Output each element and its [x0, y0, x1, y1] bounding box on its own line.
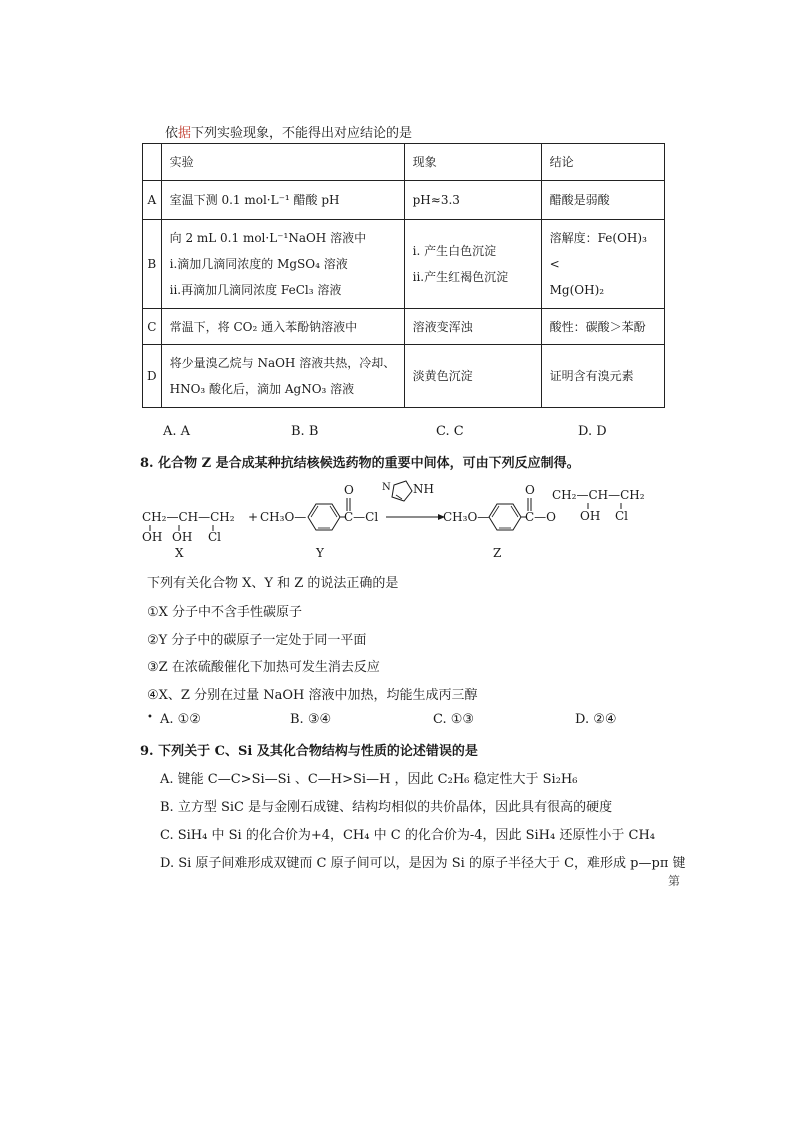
z-oh: OH	[580, 509, 601, 523]
row-obs-line: ii.产生红褐色沉淀	[412, 270, 509, 284]
row-con	[541, 220, 664, 309]
q7-option-a[interactable]: A. A	[163, 424, 191, 439]
row-obs-line: 溶液变浑浊	[412, 319, 473, 334]
row-exp-line: i.滴加几滴同浓度的 MgSO₄ 溶液	[169, 257, 348, 271]
row-obs	[404, 345, 541, 408]
table-row	[143, 345, 665, 408]
row-obs-line: 淡黄色沉淀	[412, 369, 473, 383]
stray-mark: •	[147, 712, 153, 723]
row-obs	[404, 220, 541, 309]
q9-title: 9. 下列关于 C、Si 及其化合物结构与性质的论述错误的是	[140, 744, 478, 759]
table-row	[143, 220, 665, 309]
row-obs	[404, 181, 541, 220]
z-carbonyl-o: O	[525, 483, 535, 497]
catalyst-n: N	[382, 482, 391, 493]
reaction-scheme	[140, 477, 660, 562]
row-label: C	[143, 309, 162, 345]
q7-options	[163, 424, 663, 442]
z-ring-double-1	[492, 506, 499, 517]
row-obs-line: pH≈3.3	[412, 193, 460, 207]
row-obs	[404, 309, 541, 345]
q8-item-2: ②Y 分子中的碳原子一定处于同一平面	[147, 633, 367, 648]
q8-option-d[interactable]: D. ②④	[575, 712, 617, 727]
row-label: D	[143, 345, 162, 408]
y-methoxy: CH₃O—	[260, 510, 307, 524]
x-oh-2: OH	[172, 530, 193, 544]
y-ring-double-1	[311, 506, 318, 517]
y-acyl-chloride: C—Cl	[344, 510, 379, 524]
q8-option-b[interactable]: B. ③④	[290, 712, 332, 727]
row-exp-line: ii.再滴加几滴同浓度 FeCl₃ 溶液	[169, 283, 342, 297]
z-ester: C—O	[525, 510, 557, 524]
q7-option-b[interactable]: B. B	[291, 424, 319, 439]
q7-table	[142, 143, 665, 408]
row-label: A	[143, 181, 162, 220]
q8-option-c[interactable]: C. ①③	[433, 712, 475, 727]
q8-item-4: ④X、Z 分别在过量 NaOH 溶液中加热，均能生成丙三醇	[147, 688, 478, 703]
header-label-cell	[143, 144, 162, 181]
page-corner-mark: 第	[668, 874, 681, 888]
q9-option-d[interactable]: D. Si 原子间难形成双键而 C 原子间可以，是因为 Si 的原子半径大于 C，难形成 p—pπ 键	[160, 856, 686, 871]
row-con-line: 溶解度：Fe(OH)₃ <	[549, 231, 647, 271]
z-cl: Cl	[615, 509, 629, 523]
row-con	[541, 181, 664, 220]
x-chain: CH₂—CH—CH₂	[142, 510, 235, 524]
q7-intro-a: 依	[165, 126, 179, 141]
table-row	[143, 309, 665, 345]
row-con-line: Mg(OH)₂	[549, 283, 605, 297]
q8-title: 8. 化合物 Z 是合成某种抗结核候选药物的重要中间体，可由下列反应制得。	[140, 456, 580, 471]
q8-options	[160, 712, 660, 730]
header-con: 结论	[541, 144, 664, 181]
row-con	[541, 345, 664, 408]
y-ring-double-2	[330, 506, 337, 517]
row-exp-line: 常温下，将 CO₂ 通入苯酚钠溶液中	[169, 319, 358, 334]
q8-item-3: ③Z 在浓硫酸催化下加热可发生消去反应	[147, 660, 380, 675]
row-con-line: 酸性：碳酸＞苯酚	[549, 319, 646, 334]
label-x: X	[175, 546, 184, 560]
q8-question: 下列有关化合物 X、Y 和 Z 的说法正确的是	[147, 576, 399, 591]
row-exp	[161, 220, 404, 309]
q7-intro	[165, 122, 412, 141]
x-oh-1: OH	[142, 530, 163, 544]
row-exp-line: 室温下测 0.1 mol·L⁻¹ 醋酸 pH	[169, 193, 340, 207]
q9-option-b[interactable]: B. 立方型 SiC 是与金刚石成键、结构均相似的共价晶体，因此具有很高的硬度	[160, 800, 613, 815]
q7-intro-highlight: 据	[178, 126, 192, 141]
q8-item-1: ①X 分子中不含手性碳原子	[147, 605, 303, 620]
header-obs: 现象	[404, 144, 541, 181]
q8-option-a[interactable]: A. ①②	[160, 712, 201, 727]
row-exp	[161, 181, 404, 220]
y-benzene-ring	[308, 504, 340, 530]
row-exp	[161, 345, 404, 408]
y-carbonyl-o: O	[344, 483, 354, 497]
label-y: Y	[316, 546, 324, 560]
row-exp-line: 将少量溴乙烷与 NaOH 溶液共热，冷却、	[169, 356, 396, 370]
x-cl: Cl	[208, 530, 222, 544]
row-exp	[161, 309, 404, 345]
row-obs-line: i. 产生白色沉淀	[412, 244, 497, 258]
q7-option-c[interactable]: C. C	[436, 424, 464, 439]
z-ring-double-2	[511, 506, 518, 517]
z-methoxy: CH₃O—	[443, 510, 490, 524]
q7-option-d[interactable]: D. D	[578, 424, 607, 439]
row-label: B	[143, 220, 162, 309]
z-benzene-ring	[489, 504, 521, 530]
q9-option-c[interactable]: C. SiH₄ 中 Si 的化合价为+4，CH₄ 中 C 的化合价为-4，因此 SiH₄ 还原性小于 CH₄	[160, 828, 655, 843]
row-exp-line: HNO₃ 酸化后，滴加 AgNO₃ 溶液	[169, 382, 355, 396]
imidazole-ring	[392, 481, 412, 501]
table-row	[143, 181, 665, 220]
z-chain: CH₂—CH—CH₂	[552, 488, 645, 502]
q7-intro-c: 下列实验现象，不能得出对应结论的是	[191, 126, 413, 141]
label-z: Z	[493, 546, 502, 560]
row-con-line: 证明含有溴元素	[549, 369, 634, 383]
table-header-row	[143, 144, 665, 181]
catalyst-nh: NH	[413, 482, 434, 496]
row-exp-line: 向 2 mL 0.1 mol·L⁻¹NaOH 溶液中	[169, 231, 367, 245]
plus-sign: +	[248, 510, 259, 524]
q9-option-a[interactable]: A. 键能 C—C>Si—Si 、C—H>Si—H ，因此 C₂H₆ 稳定性大于 Si₂H₆	[160, 772, 578, 787]
row-con	[541, 309, 664, 345]
row-con-line: 醋酸是弱酸	[549, 193, 610, 207]
header-exp: 实验	[161, 144, 404, 181]
